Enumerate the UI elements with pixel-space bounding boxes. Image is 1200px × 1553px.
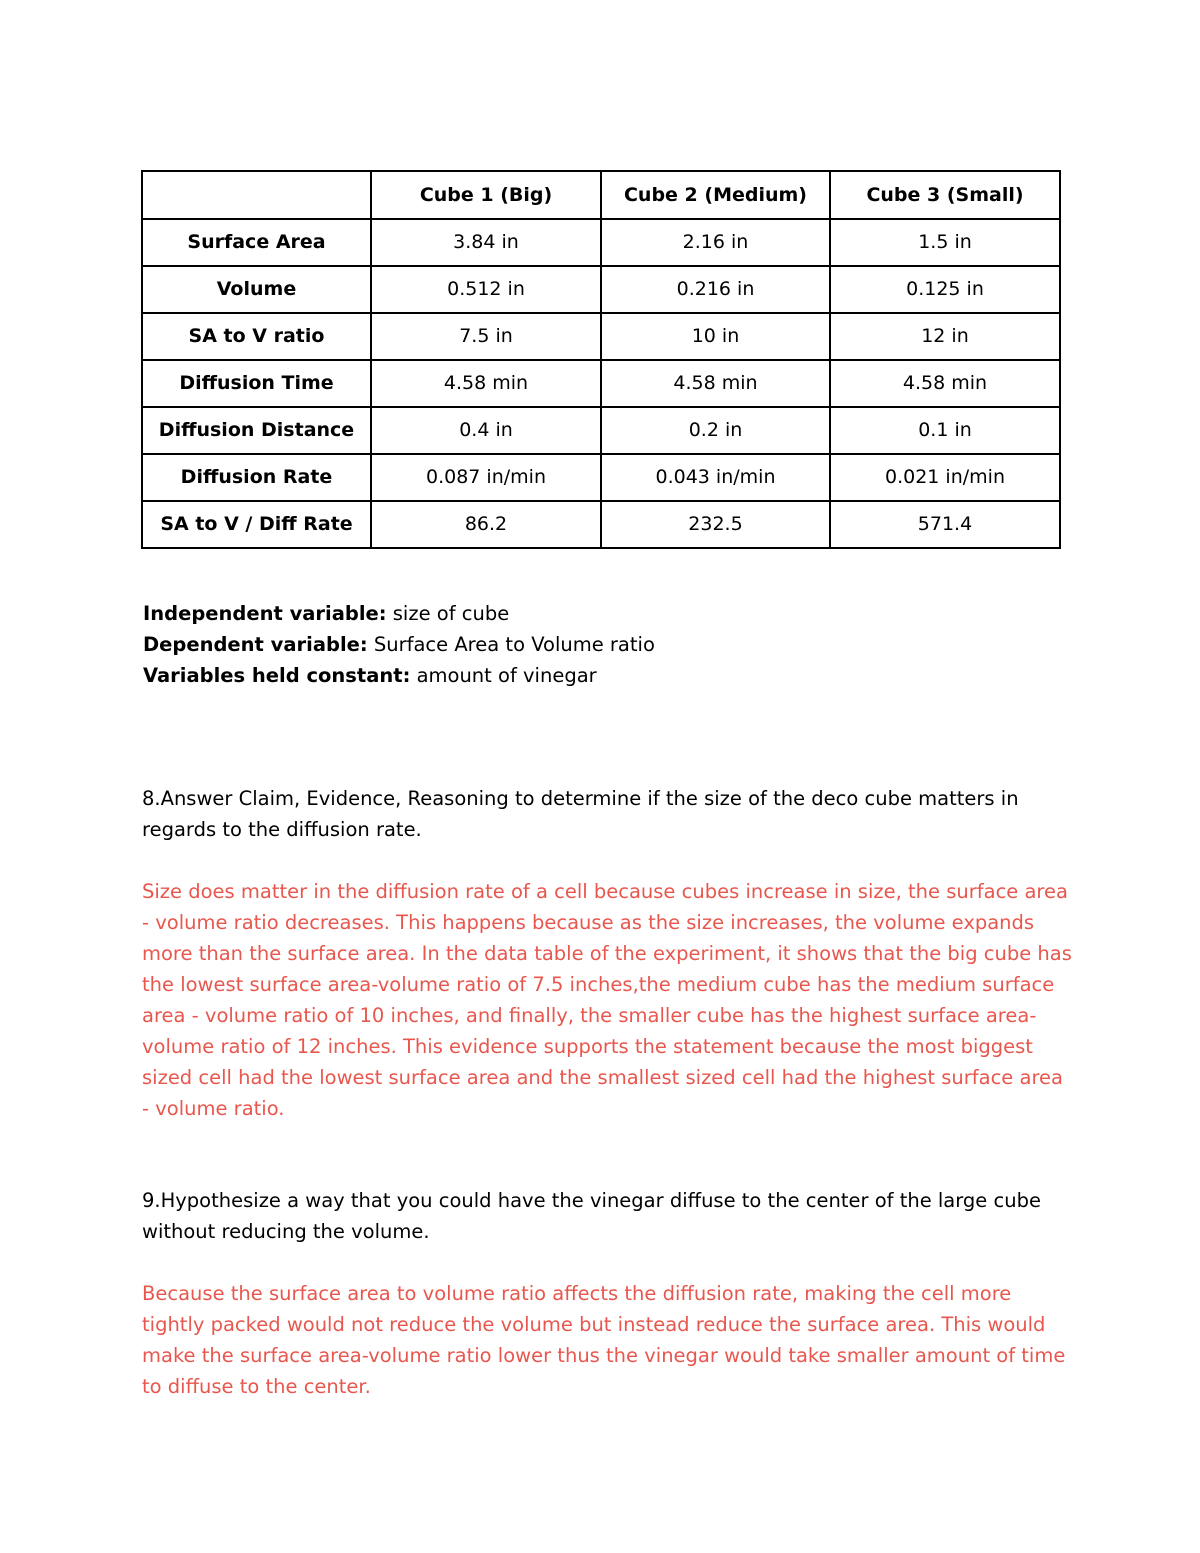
table-cell: 7.5 in — [371, 313, 601, 360]
table-row — [142, 407, 1060, 454]
table-row — [142, 454, 1060, 501]
table-row — [142, 501, 1060, 548]
table-cell: 0.512 in — [371, 266, 601, 313]
table-cell: 0.2 in — [601, 407, 830, 454]
question-8: 8.Answer Claim, Evidence, Reasoning to determine if the size of the deco cube matters in regards to the diffusion rate. — [142, 787, 1019, 841]
table-cell: 10 in — [601, 313, 830, 360]
variables-section — [143, 598, 1043, 691]
table-row — [142, 313, 1060, 360]
table-header-cell: Cube 2 (Medium) — [601, 171, 830, 219]
table-cell: 0.216 in — [601, 266, 830, 313]
table-row — [142, 266, 1060, 313]
row-label: Diffusion Rate — [142, 454, 371, 501]
table-cell: 0.4 in — [371, 407, 601, 454]
table-header-row — [142, 171, 1060, 219]
table-cell: 0.087 in/min — [371, 454, 601, 501]
constant-variable-value: amount of vinegar — [416, 664, 597, 687]
cube-data-table — [141, 170, 1061, 549]
answer-9: Because the surface area to volume ratio affects the diffusion rate, making the cell more tightly packed would not reduce the volume but instead reduce the surface area. This would make the surface area-volume ratio lower thus the vinegar would take smaller amount of time to diffuse to the center. — [142, 1282, 1066, 1398]
table-cell: 86.2 — [371, 501, 601, 548]
table-header-cell — [142, 171, 371, 219]
table-cell: 2.16 in — [601, 219, 830, 266]
table-cell: 0.125 in — [830, 266, 1060, 313]
constant-variable-label: Variables held constant: — [143, 664, 411, 687]
table-cell: 4.58 min — [601, 360, 830, 407]
independent-variable-label: Independent variable: — [143, 602, 387, 625]
row-label: Diffusion Distance — [142, 407, 371, 454]
table-cell: 12 in — [830, 313, 1060, 360]
answer-8: Size does matter in the diffusion rate of a cell because cubes increase in size, the surface area - volume ratio decreases. This happens because as the size increases, the volume expands more than the surface area. In the data table of the experiment, it shows that the big cube has the lowest surface area-volume ratio of 7.5 inches,the medium cube has the medium surface area - volume ratio of 10 inches, and finally, the smaller cube has the highest surface area-volume ratio of 12 inches. This evidence supports the statement because the most biggest sized cell had the lowest surface area and the smallest sized cell had the highest surface area - volume ratio. — [142, 880, 1072, 1120]
table-cell: 1.5 in — [830, 219, 1060, 266]
row-label: Diffusion Time — [142, 360, 371, 407]
independent-variable-value: size of cube — [392, 602, 510, 625]
table-header-cell: Cube 3 (Small) — [830, 171, 1060, 219]
table-cell: 4.58 min — [830, 360, 1060, 407]
table-cell: 0.1 in — [830, 407, 1060, 454]
table-cell: 232.5 — [601, 501, 830, 548]
table-cell: 0.021 in/min — [830, 454, 1060, 501]
row-label: Volume — [142, 266, 371, 313]
table-cell: 4.58 min — [371, 360, 601, 407]
table-cell: 3.84 in — [371, 219, 601, 266]
row-label: SA to V / Diff Rate — [142, 501, 371, 548]
table-cell: 0.043 in/min — [601, 454, 830, 501]
table-row — [142, 360, 1060, 407]
dependent-variable-value: Surface Area to Volume ratio — [373, 633, 655, 656]
dependent-variable-line — [143, 629, 1043, 660]
independent-variable-line — [143, 598, 1043, 629]
dependent-variable-label: Dependent variable: — [143, 633, 368, 656]
table-row — [142, 219, 1060, 266]
row-label: SA to V ratio — [142, 313, 371, 360]
constant-variable-line — [143, 660, 1043, 691]
row-label: Surface Area — [142, 219, 371, 266]
table-cell: 571.4 — [830, 501, 1060, 548]
question-9: 9.Hypothesize a way that you could have the vinegar diffuse to the center of the large cube without reducing the volume. — [142, 1189, 1041, 1243]
table-header-cell: Cube 1 (Big) — [371, 171, 601, 219]
